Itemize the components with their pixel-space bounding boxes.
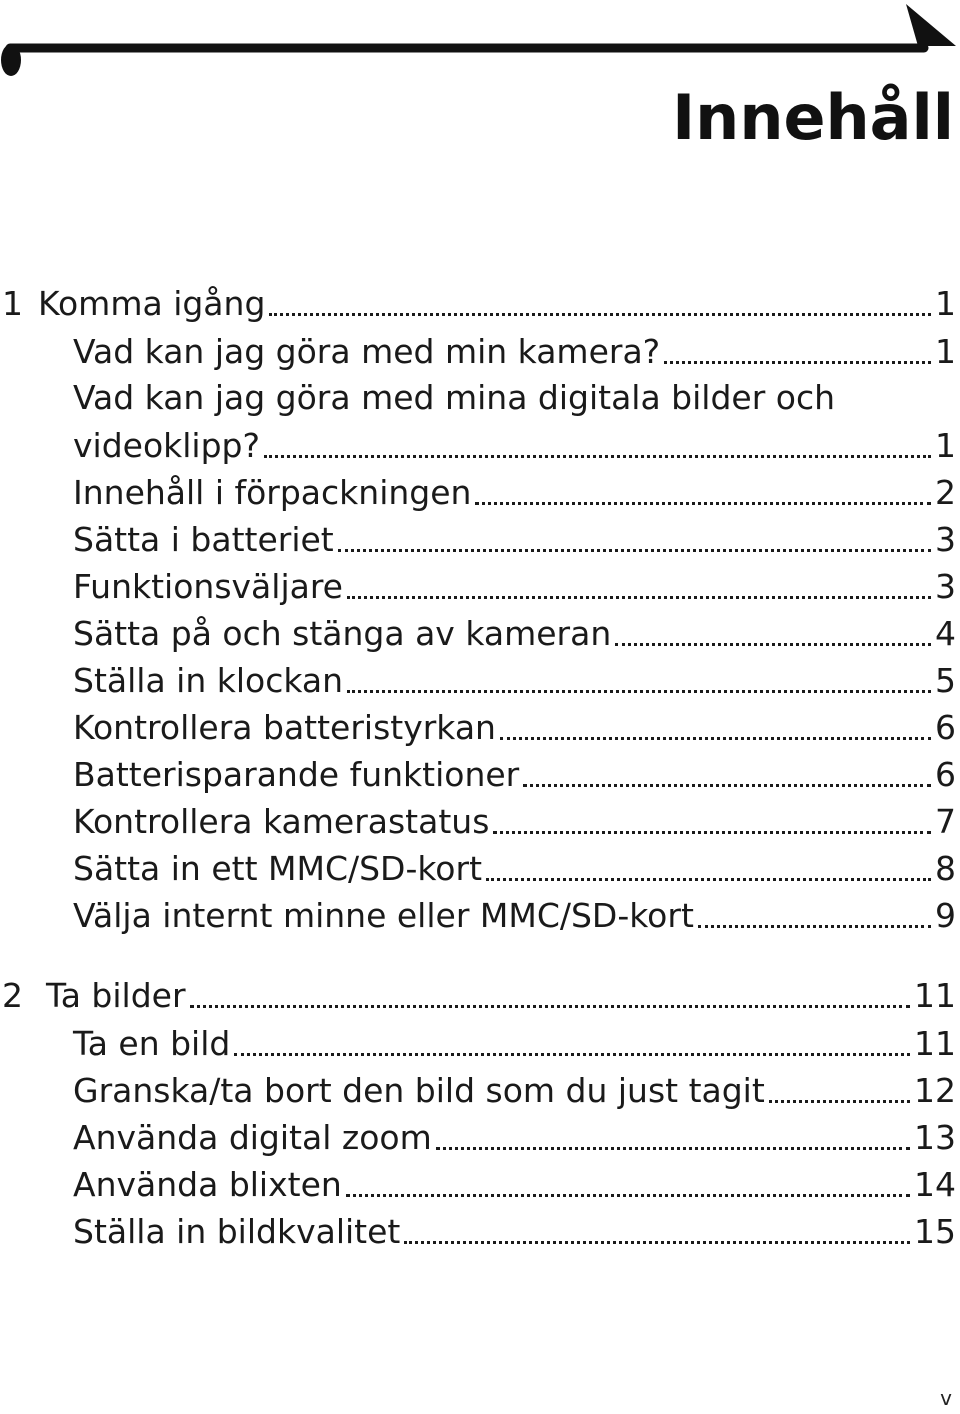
- dot-leader: [347, 567, 931, 607]
- dot-leader: [698, 896, 931, 936]
- entry-title-line1[interactable]: Vad kan jag göra med mina digitala bilder och: [73, 378, 836, 417]
- page-ref: 6: [935, 708, 956, 747]
- entry-title: Använda digital zoom: [73, 1118, 432, 1157]
- page-ref: 9: [935, 896, 956, 935]
- dot-leader: [404, 1212, 910, 1252]
- entry-title: Välja internt minne eller MMC/SD-kort: [73, 896, 694, 935]
- page-ref: 1: [935, 284, 956, 323]
- page-ref: 5: [935, 661, 956, 700]
- dot-leader: [190, 976, 910, 1016]
- dot-leader: [664, 332, 931, 372]
- entry-title: Ställa in bildkvalitet: [73, 1212, 401, 1251]
- entry-title: Granska/ta bort den bild som du just tagit: [73, 1071, 765, 1110]
- toc-entry[interactable]: [0, 1065, 960, 1111]
- toc-entry[interactable]: [0, 514, 960, 560]
- entry-title: Innehåll i förpackningen: [73, 473, 472, 512]
- toc-entry[interactable]: [0, 749, 960, 795]
- entry-title: videoklipp?: [73, 426, 260, 465]
- dot-leader: [347, 661, 931, 701]
- toc-entry[interactable]: [0, 326, 960, 372]
- page-ref: 7: [935, 802, 956, 841]
- entry-title: Sätta in ett MMC/SD-kort: [73, 849, 483, 888]
- entry-title: Vad kan jag göra med min kamera?: [73, 332, 661, 371]
- dot-leader: [269, 284, 931, 324]
- page-ref: 1: [935, 426, 956, 465]
- toc-entry[interactable]: [0, 702, 960, 748]
- dot-leader: [500, 708, 931, 748]
- page-ref: 15: [914, 1212, 956, 1251]
- toc-chapter-1[interactable]: [0, 278, 960, 324]
- dot-leader: [486, 849, 931, 889]
- toc-entry[interactable]: [0, 1159, 960, 1205]
- toc-entry[interactable]: [0, 1018, 960, 1064]
- page-ref: 4: [935, 614, 956, 653]
- page-ref: 11: [914, 1024, 956, 1063]
- page-ref: 8: [935, 849, 956, 888]
- dot-leader: [615, 614, 931, 654]
- page-ref: 3: [935, 567, 956, 606]
- dot-leader: [493, 802, 931, 842]
- entry-title: Kontrollera batteristyrkan: [73, 708, 496, 747]
- dot-leader: [338, 520, 931, 560]
- toc-entry[interactable]: [0, 1112, 960, 1158]
- chapter-number: 2: [2, 976, 23, 1015]
- toc-entry[interactable]: [0, 796, 960, 842]
- dot-leader: [436, 1118, 910, 1158]
- toc-entry[interactable]: [0, 467, 960, 513]
- chapter-title: Ta bilder: [46, 976, 186, 1015]
- toc-entry[interactable]: [0, 561, 960, 607]
- dot-leader: [346, 1165, 910, 1205]
- toc-entry[interactable]: [0, 655, 960, 701]
- entry-title: Ta en bild: [73, 1024, 231, 1063]
- entry-title: Sätta på och stänga av kameran: [73, 614, 612, 653]
- chapter-number: 1: [2, 284, 23, 323]
- entry-title: Ställa in klockan: [73, 661, 344, 700]
- page-ref: 13: [914, 1118, 956, 1157]
- toc-entry[interactable]: [0, 1206, 960, 1252]
- page-ref: 11: [914, 976, 956, 1015]
- dot-leader: [234, 1024, 910, 1064]
- page-number: v: [940, 1386, 952, 1410]
- page-ref: 3: [935, 520, 956, 559]
- toc-entry[interactable]: [0, 420, 960, 466]
- chapter-title: Komma igång: [38, 284, 266, 323]
- page-ref: 12: [914, 1071, 956, 1110]
- entry-title: Funktionsväljare: [73, 567, 343, 606]
- entry-title: Använda blixten: [73, 1165, 342, 1204]
- page-ref: 2: [935, 473, 956, 512]
- entry-title: Sätta i batteriet: [73, 520, 334, 559]
- page-title: Innehåll: [672, 81, 954, 154]
- entry-title: Batterisparande funktioner: [73, 755, 520, 794]
- dot-leader: [264, 426, 931, 466]
- toc-entry[interactable]: [0, 843, 960, 889]
- dot-leader: [523, 755, 931, 795]
- dot-leader: [475, 473, 931, 513]
- entry-title: Kontrollera kamerastatus: [73, 802, 490, 841]
- dot-leader: [769, 1071, 910, 1111]
- toc-entry[interactable]: [0, 890, 960, 936]
- page-ref: 1: [935, 332, 956, 371]
- page-ref: 14: [914, 1165, 956, 1204]
- toc-chapter-2[interactable]: [0, 970, 960, 1016]
- page-ref: 6: [935, 755, 956, 794]
- toc-entry[interactable]: [0, 608, 960, 654]
